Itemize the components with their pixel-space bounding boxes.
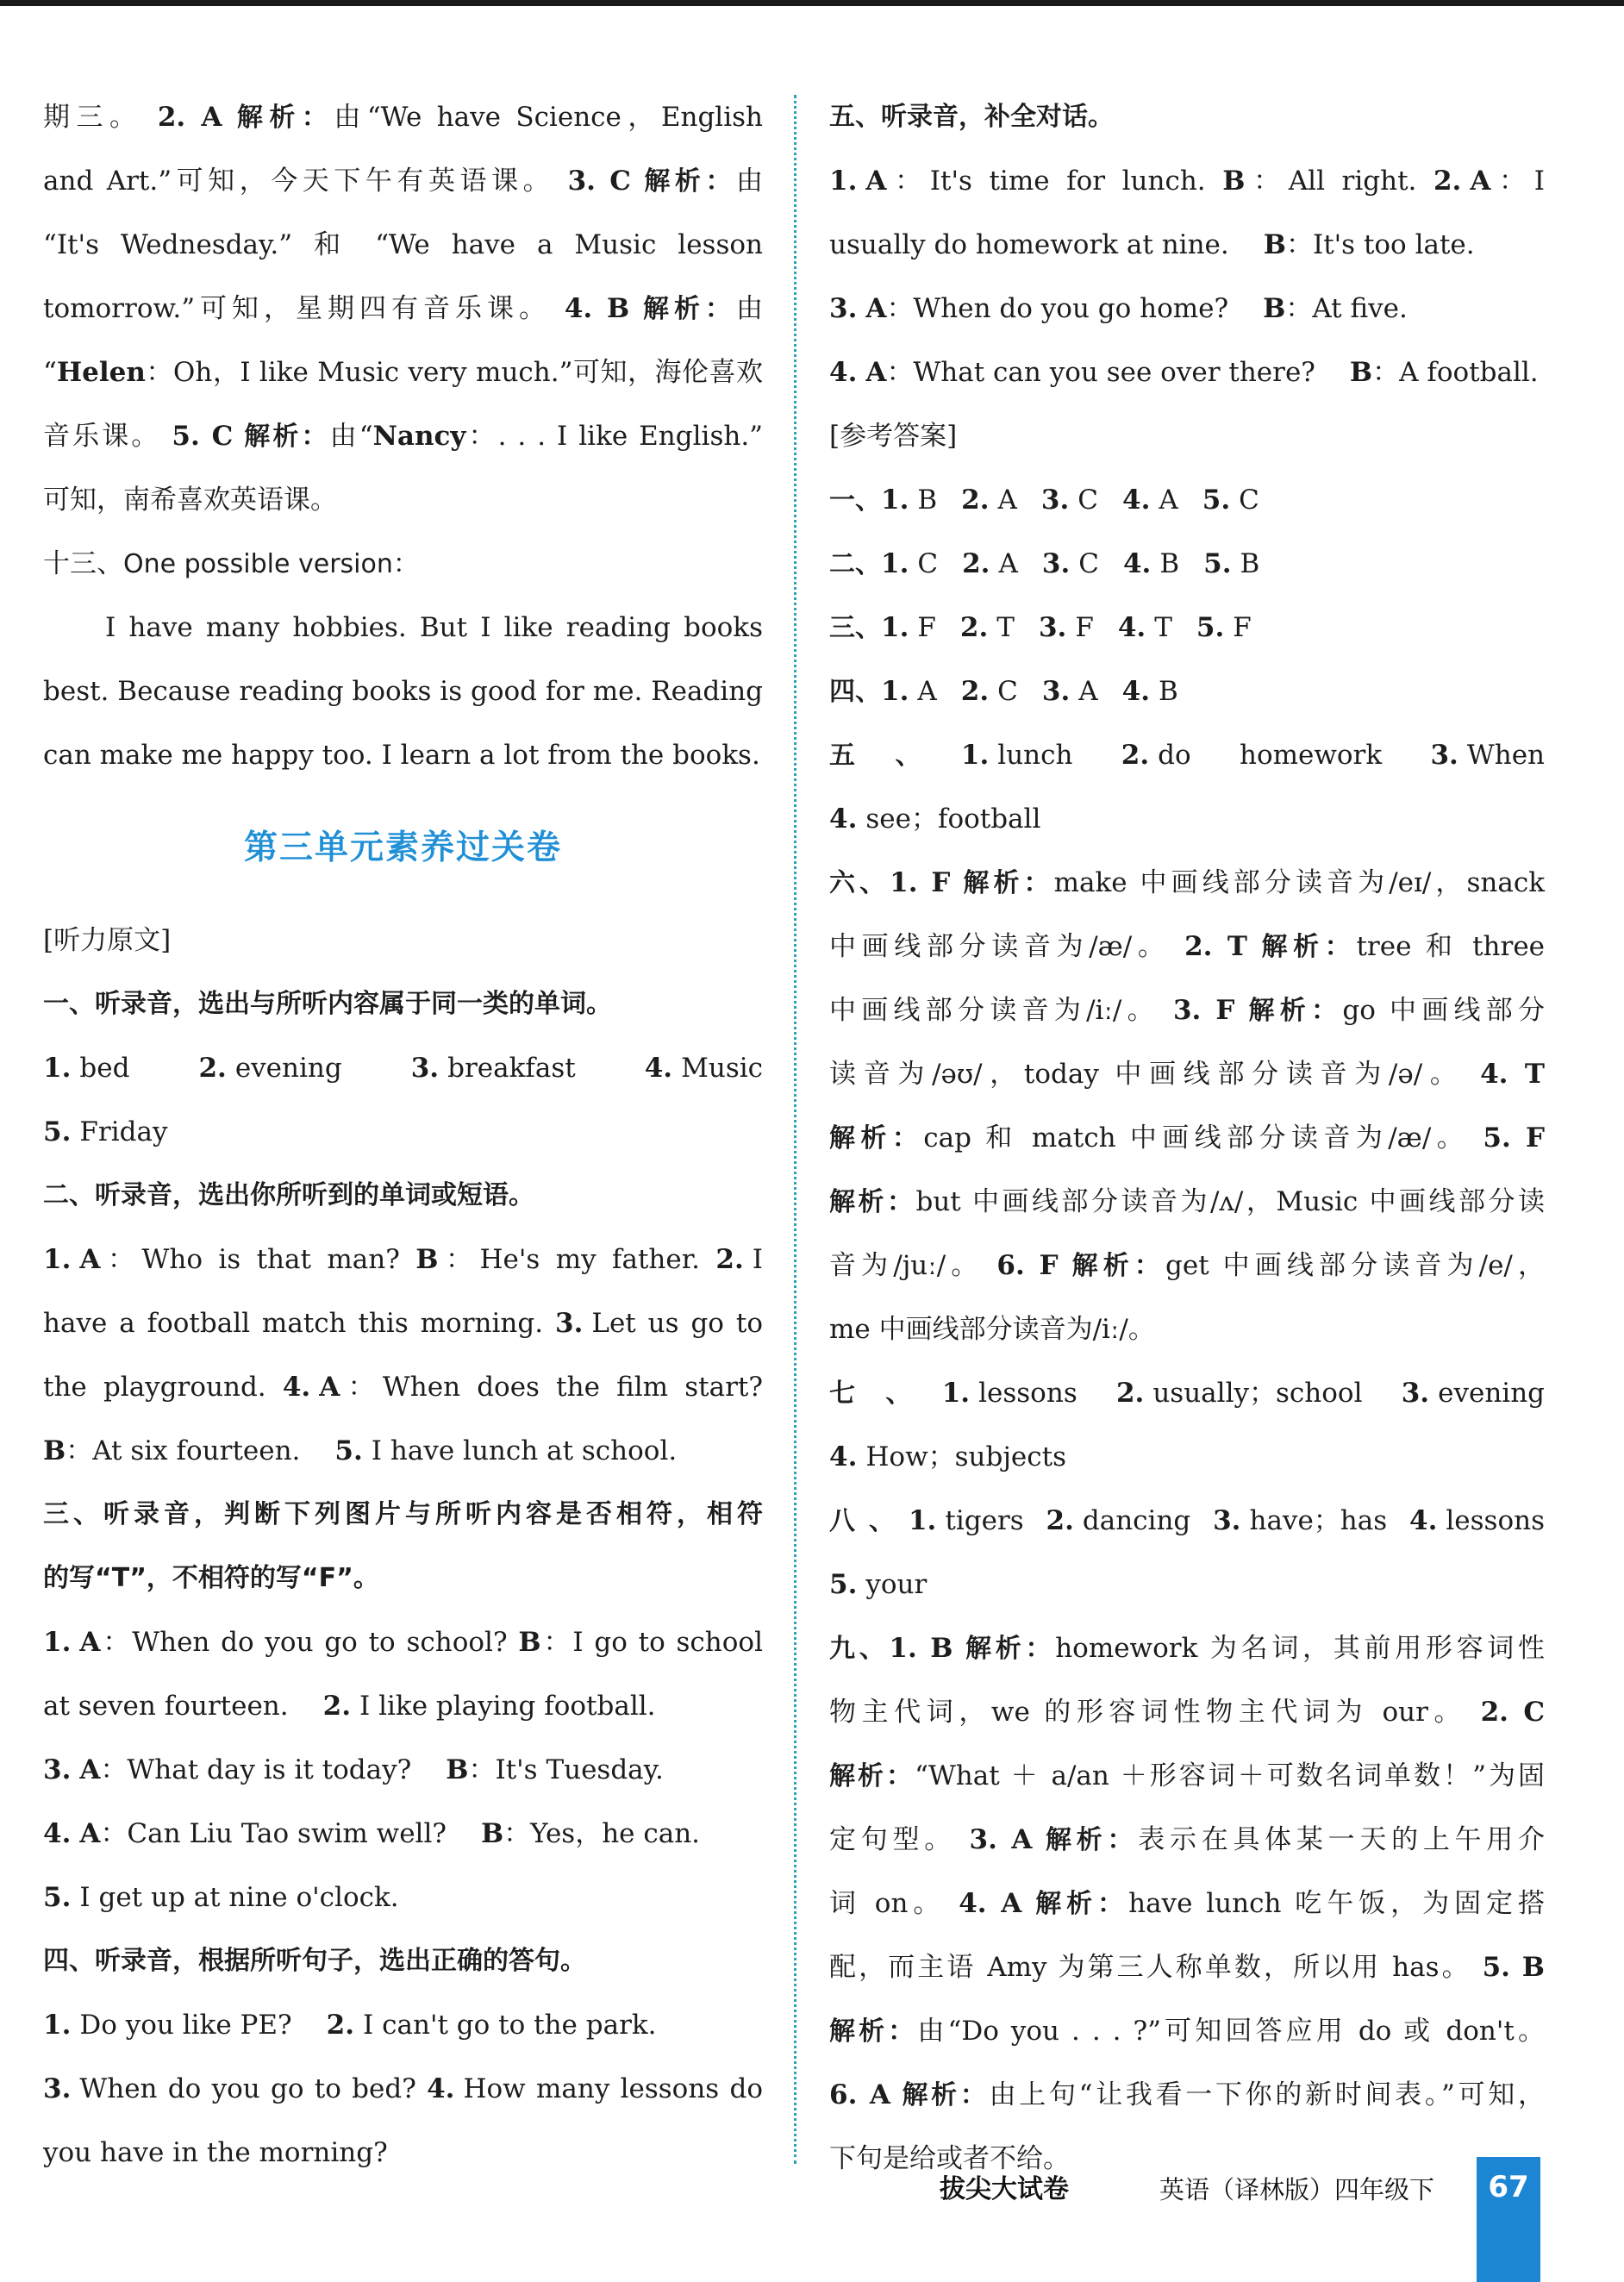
answer-number: 5. (1203, 548, 1232, 579)
answer-value: C (1239, 485, 1259, 516)
text-line: 5. Friday (43, 1116, 168, 1147)
text-line: B：At six fourteen. 5. I have lunch at school. (43, 1435, 678, 1466)
answer-row: 七、1. lessons 2. usually；school 3. evening (829, 1378, 1546, 1409)
answer-number: 3. (1040, 485, 1070, 516)
answer-value: F (1075, 612, 1094, 643)
text-line: 九、1. B 解析：homework 为名词，其前用形容词性 (829, 1633, 1546, 1664)
answer-value: B (1240, 548, 1260, 579)
answer-item (881, 485, 937, 516)
text-line: 可知，南希喜欢英语课。 (43, 485, 337, 516)
footer-brand: 拔尖大试卷 (940, 2174, 1069, 2204)
answer-row: 5. your (829, 1569, 928, 1600)
text-line: 解析：由“Do you . . . ?”可知回答应用 do 或 don't。 (829, 2016, 1545, 2047)
top-edge (0, 0, 1624, 6)
answer-item (961, 485, 1017, 516)
section-heading: 十三、One possible version： (43, 548, 419, 579)
answer-value: B (1159, 676, 1178, 707)
text-line: the playground. 4. A：When does the film start? (43, 1372, 763, 1403)
text-line: 6. A 解析：由上句“让我看一下你的新时间表。”可知， (829, 2079, 1545, 2110)
text-line: 4. A：What can you see over there? B：A football. (829, 357, 1539, 388)
answer-item (1039, 612, 1094, 643)
answer-item (960, 612, 1015, 643)
text-line: 4. A：Can Liu Tao swim well? B：Yes，he can. (43, 1818, 701, 1849)
answer-item (1041, 485, 1098, 516)
answer-item (1122, 485, 1178, 516)
answer-row: 八、1. tigers 2. dancing 3. have；has 4. lessons (829, 1505, 1545, 1536)
answer-item (1042, 676, 1098, 707)
answer-item (1202, 485, 1259, 516)
answer-value: F (1233, 612, 1252, 643)
answer-number: 2. (961, 485, 990, 516)
essay-line: best. Because reading books is good for me. Reading (43, 676, 763, 707)
footer-subject: 英语（译林版）四年级下 (1159, 2175, 1435, 2204)
answer-item (1123, 548, 1179, 579)
section-heading: 三、听录音，判断下列图片与所听内容是否相符，相符 (43, 1499, 763, 1529)
answer-value: F (917, 612, 936, 643)
section-heading: 一、听录音，选出与所听内容属于同一类的单词。 (43, 989, 612, 1019)
essay-line: I have many hobbies. But I like reading books (105, 612, 763, 643)
answer-number: 1. (881, 548, 909, 579)
answer-item (1042, 548, 1099, 579)
text-line: 配，而主语 Amy 为第三人称单数，所以用 has。 5. B (829, 1952, 1546, 1983)
text-line: 1. A：Who is that man? B：He's my father. 2. I (43, 1244, 763, 1275)
section-label: [听力原文] (43, 925, 172, 956)
text-line: tomorrow.”可知，星期四有音乐课。 4. B 解析：由 (43, 293, 764, 324)
answer-number: 4. (1121, 676, 1151, 707)
answer-number: 3. (1041, 676, 1071, 707)
text-line: and Art.”可知，今天下午有英语课。 3. C 解析：由 (43, 166, 763, 197)
text-line: 六、1. F 解析：make 中画线部分读音为/eɪ/，snack (829, 867, 1546, 898)
text-line: 读音为/əʊ/，today 中画线部分读音为/ə/。 4. T (829, 1059, 1545, 1090)
text-line: you have in the morning? (43, 2137, 388, 2168)
answer-value: A (998, 548, 1018, 579)
text-line: 5. I get up at nine o'clock. (43, 1882, 399, 1913)
section-label: [参考答案] (829, 421, 958, 452)
text-line: 词 on。 4. A 解析：have lunch 吃午饭，为固定搭 (829, 1888, 1546, 1919)
answer-value: A (997, 485, 1017, 516)
answer-number: 2. (960, 676, 990, 707)
answer-item (962, 548, 1018, 579)
text-line: 定句型。 3. A 解析：表示在具体某一天的上午用介 (829, 1824, 1546, 1855)
answer-number: 1. (881, 485, 909, 516)
text-line: 3. A：When do you go home? B：At five. (829, 293, 1408, 324)
text-line: at seven fourteen. 2. I like playing football. (43, 1691, 656, 1722)
answer-row: 一、1. B 2. A 3. C 4. A 5. C (829, 485, 1259, 516)
text-line: 中画线部分读音为/iː/。 3. F 解析：go 中画线部分 (829, 995, 1546, 1026)
answer-item (1203, 548, 1259, 579)
answer-value: A (1159, 485, 1178, 516)
section-heading: 五、听录音，补全对话。 (829, 102, 1114, 132)
text-line: 1. A：When do you go to school? B：I go to school (43, 1627, 763, 1658)
answer-value: C (917, 548, 939, 579)
answer-row: 四、1. A 2. C 3. A 4. B (829, 676, 1178, 707)
answer-number: 3. (1038, 612, 1067, 643)
page-number: 67 (1477, 2157, 1540, 2282)
column-divider (794, 95, 796, 2164)
answer-item (1118, 612, 1172, 643)
text-line: usually do homework at nine. B：It's too late. (829, 229, 1475, 260)
answer-number: 5. (1196, 612, 1225, 643)
text-line: 解析：“What ＋ a/an ＋形容词＋可数名词单数！”为固 (829, 1760, 1546, 1791)
answer-number: 5. (1202, 485, 1231, 516)
section-heading: 二、听录音，选出你所听到的单词或短语。 (43, 1180, 534, 1210)
text-line: 3. When do you go to bed? 4. How many lessons do (43, 2073, 763, 2104)
answer-number: 2. (962, 548, 990, 579)
text-line: 1. Do you like PE? 2. I can't go to the park. (43, 2010, 657, 2041)
answer-number: 1. (881, 612, 909, 643)
answer-item (1196, 612, 1252, 643)
answer-number: 2. (959, 612, 989, 643)
answer-value: B (1159, 548, 1180, 579)
text-line: 解析：cap 和 match 中画线部分读音为/æ/。 5. F (829, 1122, 1545, 1154)
text-line: 音为/juː/。 6. F 解析：get 中画线部分读音为/e/， (829, 1250, 1546, 1281)
text-line: 3. A：What day is it today? B：It's Tuesday. (43, 1754, 664, 1785)
answer-item (881, 548, 938, 579)
text-line: “Helen：Oh，I like Music very much.”可知，海伦喜欢 (43, 357, 763, 388)
text-line: 下句是给或者不给。 (829, 2143, 1070, 2174)
text-line: 中画线部分读音为/æ/。 2. T 解析：tree 和 three (829, 931, 1546, 962)
answer-row: 二、1. C 2. A 3. C 4. B 5. B (829, 548, 1260, 579)
answer-number: 4. (1117, 612, 1146, 643)
section-heading: 四、听录音，根据所听句子，选出正确的答句。 (43, 1946, 586, 1976)
text-line: “It's Wednesday.” 和 “We have a Music lesson (43, 229, 763, 260)
answer-value: C (1077, 485, 1099, 516)
text-line: 解析：but 中画线部分读音为/ʌ/，Music 中画线部分读 (829, 1186, 1545, 1217)
answer-row: 五、1. lunch 2. do homework 3. When (829, 740, 1545, 771)
text-line: me 中画线部分读音为/iː/。 (829, 1314, 1155, 1345)
answer-value: C (997, 676, 1018, 707)
answer-value: T (1154, 612, 1172, 643)
section-heading: 的写“T”，不相符的写“F”。 (43, 1563, 379, 1593)
text-line: 1. A：It's time for lunch. B：All right. 2. A：I (829, 166, 1545, 197)
answer-value: A (917, 676, 937, 707)
answer-number: 4. (1122, 485, 1151, 516)
essay-line: can make me happy too. I learn a lot from the books. (43, 740, 760, 771)
answer-row: 三、1. F 2. T 3. F 4. T 5. F (829, 612, 1252, 643)
answer-number: 1. (881, 676, 909, 707)
answer-row: 4. How；subjects (829, 1441, 1067, 1472)
answer-value: T (996, 612, 1015, 643)
text-line: 期三。 2. A 解析：由“We have Science，English (43, 102, 763, 133)
answer-item (1122, 676, 1178, 707)
answer-value: C (1078, 548, 1099, 579)
answer-item (961, 676, 1018, 707)
answer-row: 4. see；football (829, 803, 1041, 835)
answer-number: 3. (1041, 548, 1071, 579)
answer-number: 4. (1122, 548, 1152, 579)
answer-item (881, 676, 937, 707)
text-line: have a football match this morning. 3. Let us go to (43, 1308, 763, 1339)
text-line: 音乐课。 5. C 解析：由“Nancy：. . . I like English.” (43, 421, 764, 452)
text-line: 物主代词，we 的形容词性物主代词为 our。 2. C (829, 1697, 1546, 1728)
answer-value: B (917, 485, 938, 516)
unit-title: 第三单元素养过关卷 (243, 828, 562, 867)
answer-value: A (1078, 676, 1098, 707)
answer-item (881, 612, 936, 643)
text-line: 1. bed 2. evening 3. breakfast 4. Music (43, 1053, 764, 1084)
